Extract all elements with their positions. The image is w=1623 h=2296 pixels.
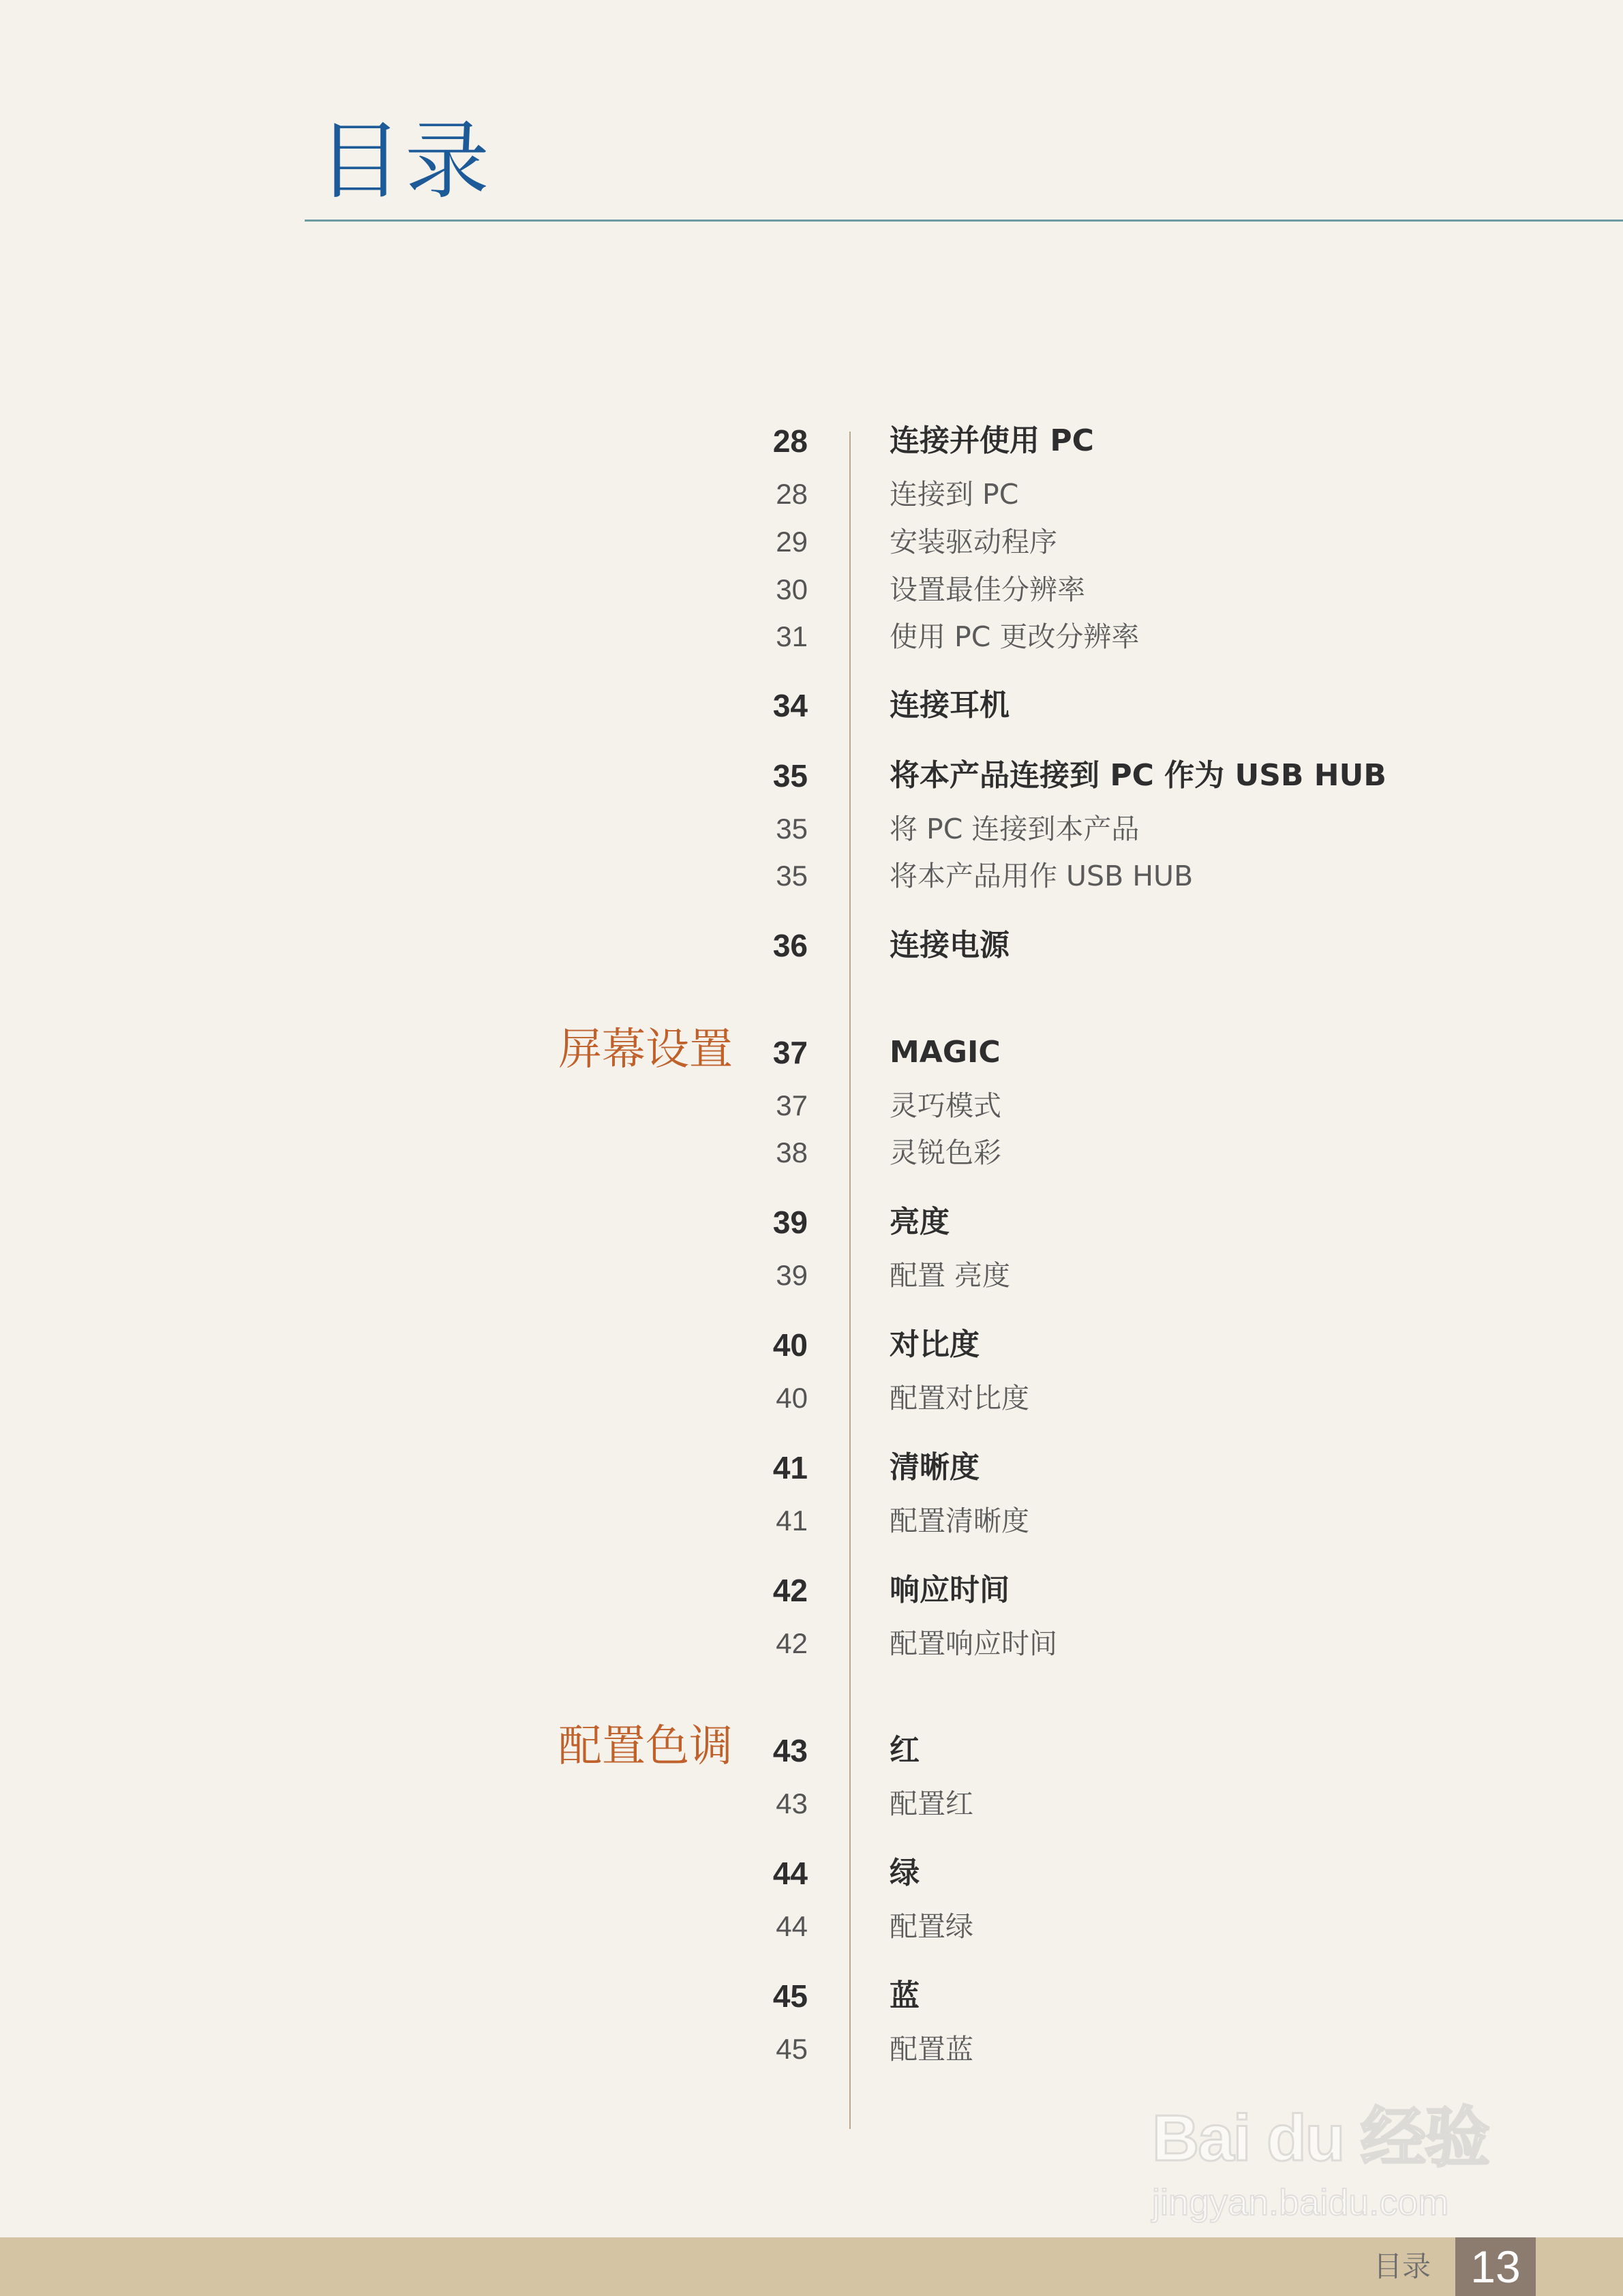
toc-heading-row[interactable] (0, 417, 1623, 465)
toc-entry-title: 配置响应时间 (890, 1627, 1057, 1660)
toc-page-number: 42 (776, 1627, 808, 1659)
toc-entry-title: 连接并使用 PC (890, 423, 1094, 458)
toc-page-number: 39 (772, 1205, 808, 1240)
toc-heading-row[interactable] (0, 1321, 1623, 1369)
page-number: 13 (1455, 2237, 1536, 2296)
toc-page-number: 37 (776, 1089, 808, 1121)
toc-entry-title: 配置对比度 (890, 1382, 1029, 1415)
toc-page-number: 31 (776, 620, 808, 652)
toc-entry-title: 配置红 (890, 1787, 973, 1820)
toc-entry-title: 灵巧模式 (890, 1089, 1001, 1122)
toc-entry-title: 灵锐色彩 (890, 1136, 1001, 1169)
toc-entry-title: 连接耳机 (890, 688, 1010, 723)
toc-heading-row[interactable] (0, 1444, 1623, 1492)
watermark-logo: Bai du 经验 (1152, 2102, 1489, 2175)
toc-entry-title: 配置蓝 (890, 2033, 973, 2066)
toc-page-number: 41 (776, 1505, 808, 1537)
toc-page-number: 42 (772, 1573, 808, 1608)
toc-subentry-row[interactable] (0, 1903, 1623, 1950)
toc-subentry-row[interactable] (0, 566, 1623, 614)
section-label-color-settings: 配置色调 (558, 1721, 733, 1772)
toc-heading-row[interactable] (0, 752, 1623, 800)
toc-heading-row[interactable] (0, 1567, 1623, 1614)
toc-page-number: 45 (772, 1978, 808, 2014)
toc-entry-title: 将本产品用作 USB HUB (890, 860, 1194, 892)
toc-heading-row[interactable] (0, 1972, 1623, 2020)
toc-page-number: 40 (772, 1327, 808, 1363)
toc-entry-title: 连接电源 (890, 928, 1010, 963)
watermark-url: jingyan.baidu.com (1152, 2182, 1449, 2223)
toc-subentry-row[interactable] (0, 1780, 1623, 1828)
toc-subentry-row[interactable] (0, 805, 1623, 853)
toc-page-number: 41 (772, 1450, 808, 1485)
toc-page-number: 34 (772, 688, 808, 723)
toc-subentry-row[interactable] (0, 1129, 1623, 1177)
toc-entry-title: 将 PC 连接到本产品 (890, 813, 1140, 845)
toc-subentry-row[interactable] (0, 470, 1623, 518)
footer-section-label: 目录 (1373, 2250, 1431, 2283)
toc-entry-title: 亮度 (890, 1205, 950, 1239)
toc-entry-title: 安装驱动程序 (890, 526, 1057, 558)
toc-entry-title: 配置清晰度 (890, 1505, 1029, 1537)
toc-entry-title: 配置 亮度 (890, 1259, 1011, 1292)
toc-page-number: 43 (776, 1787, 808, 1819)
toc-entry-title: 对比度 (890, 1327, 980, 1362)
section-label-screen-settings: 屏幕设置 (558, 1025, 733, 1075)
toc-page-number: 37 (772, 1035, 808, 1070)
toc-subentry-row[interactable] (0, 852, 1623, 900)
toc-page-number: 29 (776, 526, 808, 558)
toc-entry-title: 连接到 PC (890, 478, 1019, 511)
toc-page-number: 44 (776, 1910, 808, 1942)
toc-entry-title: 设置最佳分辨率 (890, 573, 1085, 606)
toc-subentry-row[interactable] (0, 1252, 1623, 1299)
toc-subentry-row[interactable] (0, 1497, 1623, 1545)
toc-heading-row[interactable] (0, 922, 1623, 969)
toc-subentry-row[interactable] (0, 613, 1623, 661)
toc-page-number: 39 (776, 1259, 808, 1291)
toc-page-number: 45 (776, 2033, 808, 2065)
title-divider (305, 220, 1623, 222)
toc-entry-title: 绿 (890, 1856, 920, 1890)
toc-heading-row[interactable] (0, 1029, 1623, 1076)
toc-entry-title: 将本产品连接到 PC 作为 USB HUB (890, 758, 1386, 793)
toc-page-number: 28 (772, 423, 808, 459)
toc-entry-title: 配置绿 (890, 1910, 973, 1943)
toc-subentry-row[interactable] (0, 1620, 1623, 1667)
watermark (1152, 2059, 1534, 2243)
toc-page-number: 35 (776, 813, 808, 845)
toc-heading-row[interactable] (0, 1198, 1623, 1246)
toc-page-number: 40 (776, 1382, 808, 1414)
toc-page-number: 43 (772, 1733, 808, 1768)
toc-subentry-row[interactable] (0, 1374, 1623, 1422)
toc-heading-row[interactable] (0, 1849, 1623, 1897)
toc-entry-title: 使用 PC 更改分辨率 (890, 620, 1140, 653)
toc-entry-title: MAGIC (890, 1035, 1001, 1070)
toc-page-number: 36 (772, 928, 808, 963)
toc-entry-title: 清晰度 (890, 1450, 980, 1485)
page-title: 目录 (318, 112, 493, 211)
toc-entry-title: 蓝 (890, 1978, 920, 2013)
toc-page-number: 44 (772, 1856, 808, 1891)
toc-heading-row[interactable] (0, 682, 1623, 729)
toc-subentry-row[interactable] (0, 518, 1623, 566)
toc-heading-row[interactable] (0, 1727, 1623, 1774)
toc-page-number: 38 (776, 1136, 808, 1168)
toc-subentry-row[interactable] (0, 1082, 1623, 1130)
toc-page-number: 35 (776, 860, 808, 892)
toc-entry-title: 红 (890, 1733, 920, 1768)
toc-page-number: 35 (772, 758, 808, 794)
toc-page-number: 28 (776, 478, 808, 510)
toc-entry-title: 响应时间 (890, 1573, 1010, 1607)
toc-page-number: 30 (776, 573, 808, 605)
